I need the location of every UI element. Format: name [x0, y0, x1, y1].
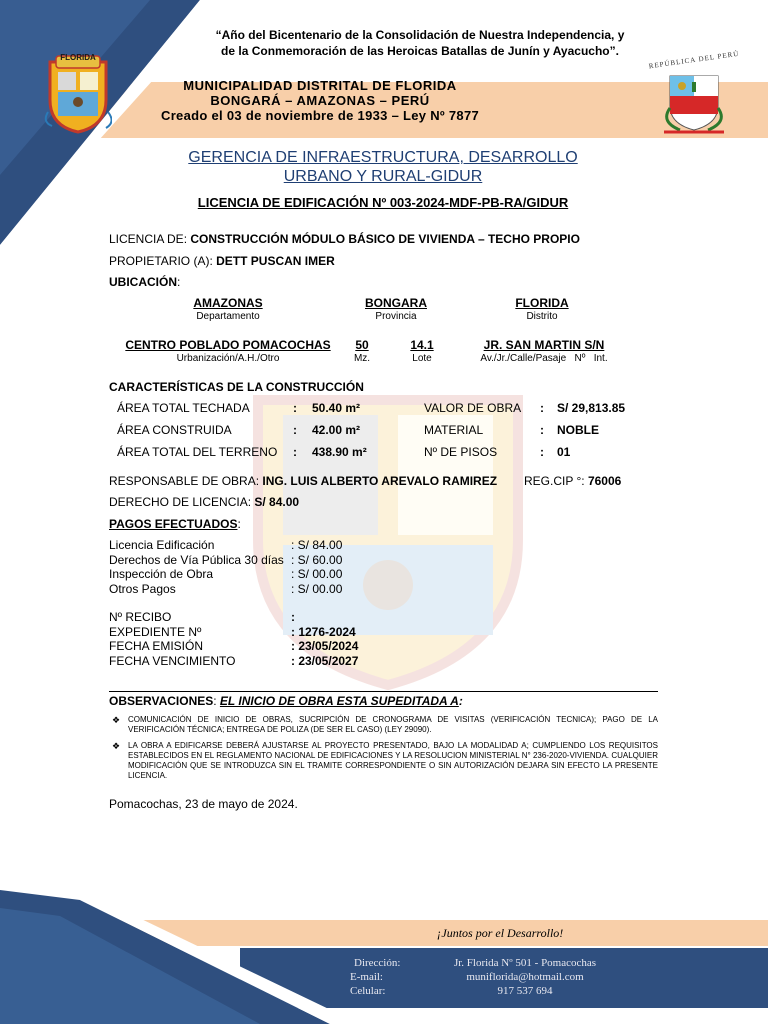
- municipality-created: Creado el 03 de noviembre de 1933 – Ley Nº 7877: [161, 108, 479, 123]
- payment-item-value: : S/ 00.00: [291, 567, 343, 581]
- footer-slogan: ¡Juntos por el Desarrollo!: [436, 926, 564, 940]
- location-label: UBICACIÓN: [109, 275, 177, 289]
- payments-values: [291, 538, 342, 596]
- observations-heading: OBSERVACIONES: EL INICIO DE OBRA ESTA SUPEDITADA A:: [109, 694, 463, 708]
- file-value: : 1276-2024: [291, 624, 356, 639]
- license-fee-label: DERECHO DE LICENCIA:: [109, 495, 252, 509]
- owner-label: PROPIETARIO (A):: [109, 254, 213, 268]
- license-fee-value: S/ 84.00: [254, 495, 300, 509]
- land-area-value: 438.90 m²: [312, 445, 367, 459]
- built-area-colon: :: [293, 423, 297, 437]
- license-type: [109, 232, 580, 246]
- expiry-date-label: FECHA VENCIMIENTO: [109, 653, 236, 668]
- license-number: LICENCIA DE EDIFICACIÓN Nº 003-2024-MDF-PB-RA/GIDUR: [197, 195, 569, 210]
- land-area-colon: :: [293, 445, 297, 459]
- owner-value: DETT PUSCAN IMER: [216, 254, 335, 268]
- payment-item-label: Licencia Edificación: [109, 538, 215, 552]
- footer-values: [430, 956, 620, 998]
- responsible: [109, 474, 497, 488]
- payment-item-label: Otros Pagos: [109, 581, 176, 596]
- owner: [109, 254, 335, 268]
- cip: [524, 474, 621, 488]
- seal-text: REPÚBLICA DEL PERÚ: [648, 49, 740, 71]
- diamond-bullet-icon: ❖: [112, 715, 121, 725]
- location-heading: UBICACIÓN:: [109, 275, 181, 289]
- department-value: AMAZONAS: [193, 296, 263, 310]
- urbanization-caption: Urbanización/A.H./Otro: [176, 353, 280, 364]
- floors-colon: :: [540, 445, 544, 459]
- work-value: S/ 29,813.85: [557, 401, 626, 415]
- payments-heading: PAGOS EFECTUADOS:: [109, 517, 241, 531]
- records-labels: [109, 610, 235, 668]
- floors-label: Nº DE PISOS: [424, 445, 498, 459]
- cip-label: REG.CIP °:: [524, 474, 585, 488]
- florida-logo-icon: [44, 52, 112, 134]
- floors-value: 01: [557, 445, 571, 459]
- roofed-area-label: ÁREA TOTAL TECHADA: [117, 401, 250, 415]
- department-caption: Departamento: [196, 311, 260, 322]
- email-label: E-mail:: [350, 971, 383, 983]
- receipt-value: :: [291, 610, 295, 624]
- payment-item-label: Inspección de Obra: [109, 567, 214, 581]
- municipality-location: BONGARÁ – AMAZONAS – PERÚ: [210, 93, 430, 108]
- expiry-date-value: : 23/05/2027: [291, 653, 359, 668]
- district-caption: Distrito: [526, 311, 558, 322]
- observations-divider: [109, 691, 658, 692]
- street-value: JR. SAN MARTIN S/N: [483, 338, 605, 352]
- observations-label: OBSERVACIONES: [109, 694, 214, 708]
- payment-item-value: : S/ 00.00: [291, 581, 343, 596]
- work-value-label: VALOR DE OBRA: [424, 401, 522, 415]
- lot-value: 14.1: [410, 338, 434, 352]
- payments-label: PAGOS EFECTUADOS: [109, 517, 238, 531]
- built-area-label: ÁREA CONSTRUIDA: [117, 423, 232, 437]
- receipt-label: Nº RECIBO: [109, 610, 172, 624]
- responsible-label: RESPONSABLE DE OBRA:: [109, 474, 260, 488]
- roofed-area-colon: :: [293, 401, 297, 415]
- land-area-label: ÁREA TOTAL DEL TERRENO: [117, 445, 278, 459]
- urbanization-value: CENTRO POBLADO POMACOCHAS: [125, 338, 331, 352]
- license-fee: [109, 495, 299, 509]
- date-place: Pomacochas, 23 de mayo de 2024.: [109, 797, 298, 811]
- roofed-area-value: 50.40 m²: [312, 401, 361, 415]
- address-value: Jr. Florida Nº 501 - Pomacochas: [453, 957, 597, 969]
- observation-item: [112, 741, 658, 781]
- observations-headline: EL INICIO DE OBRA ESTA SUPEDITADA A: [219, 694, 459, 708]
- logo-text: FLORIDA: [60, 53, 96, 62]
- address-label: Dirección:: [354, 957, 401, 969]
- observation-item: [112, 715, 658, 735]
- phone-label: Celular:: [350, 985, 386, 997]
- license-type-label: LICENCIA DE:: [109, 232, 188, 246]
- province-value: BONGARA: [365, 296, 427, 310]
- block-caption: Mz.: [353, 353, 371, 364]
- work-value-colon: :: [540, 401, 544, 415]
- cip-value: 76006: [587, 474, 622, 488]
- street-caption: Av./Jr./Calle/Pasaje Nº Int.: [480, 353, 608, 364]
- block-value: 50: [355, 338, 369, 352]
- payments-list: [109, 538, 284, 596]
- issue-date-value: : 23/05/2024: [291, 639, 359, 653]
- district-value: FLORIDA: [515, 296, 569, 310]
- material-value: NOBLE: [557, 423, 599, 437]
- observation-text: LA OBRA A EDIFICARSE DEBERÁ AJUSTARSE AL PROYECTO PRESENTADO, BAJO LA MODALIDAD A; CUMPLIENDO LOS REQUISITOS ESTABLECIDOS EN EL REGLAMENTO NACIONAL DE EDIFICACIONES Y LA RESOLUCION MINISTERIAL N° 236-2020-VIVIENDA. CUALQUIER MODIFICACIÓN QUE SE INTRODUZCA SIN EL TRAMITE CORRESPONDIENTE O SIN AUTORIZACIÓN DEJARA SIN EFECTO LA PRESENTE LICENCIA.: [128, 741, 658, 780]
- license-type-value: CONSTRUCCIÓN MÓDULO BÁSICO DE VIVIENDA – TECHO PROPIO: [190, 232, 580, 246]
- material-label: MATERIAL: [424, 423, 484, 437]
- characteristics-heading: CARACTERÍSTICAS DE LA CONSTRUCCIÓN: [109, 380, 364, 394]
- responsible-name: ING. LUIS ALBERTO AREVALO RAMIREZ: [262, 474, 498, 488]
- payment-item-label: Derechos de Vía Pública 30 días: [109, 552, 284, 567]
- issue-date-label: FECHA EMISIÓN: [109, 639, 204, 653]
- file-label: EXPEDIENTE Nº: [109, 624, 202, 639]
- lot-caption: Lote: [412, 353, 432, 364]
- province-caption: Provincia: [375, 311, 417, 322]
- diamond-bullet-icon: ❖: [112, 741, 121, 751]
- observation-text: COMUNICACIÓN DE INICIO DE OBRAS, SUCRIPCIÓN DE CRONOGRAMA DE VISITAS (VERIFICACIÓN TECNICA); PAGO DE LA VERIFICACIÓN TÉCNICA; ENTREGA DE POLIZA (DE SER EL CASO) (LEY 29090).: [128, 715, 658, 734]
- payment-item-value: : S/ 60.00: [291, 552, 343, 567]
- department-title-line2: URBANO Y RURAL-GIDUR: [283, 168, 483, 185]
- phone-value: 917 537 694: [497, 985, 553, 997]
- payment-item-value: : S/ 84.00: [291, 538, 343, 552]
- year-motto: “Año del Bicentenario de la Consolidación de Nuestra Independencia, y de la Conmemoración de las Heroicas Batallas de Junín y Ayacucho”.: [215, 28, 625, 58]
- department-title-line1: GERENCIA DE INFRAESTRUCTURA, DESARROLLO: [188, 149, 578, 166]
- built-area-value: 42.00 m²: [312, 423, 361, 437]
- material-colon: :: [540, 423, 544, 437]
- email-link[interactable]: muniflorida@hotmail.com: [466, 971, 584, 983]
- municipality-name: MUNICIPALIDAD DISTRITAL DE FLORIDA: [183, 78, 457, 93]
- records-values: [291, 610, 358, 668]
- footer-decoration: [0, 880, 768, 1024]
